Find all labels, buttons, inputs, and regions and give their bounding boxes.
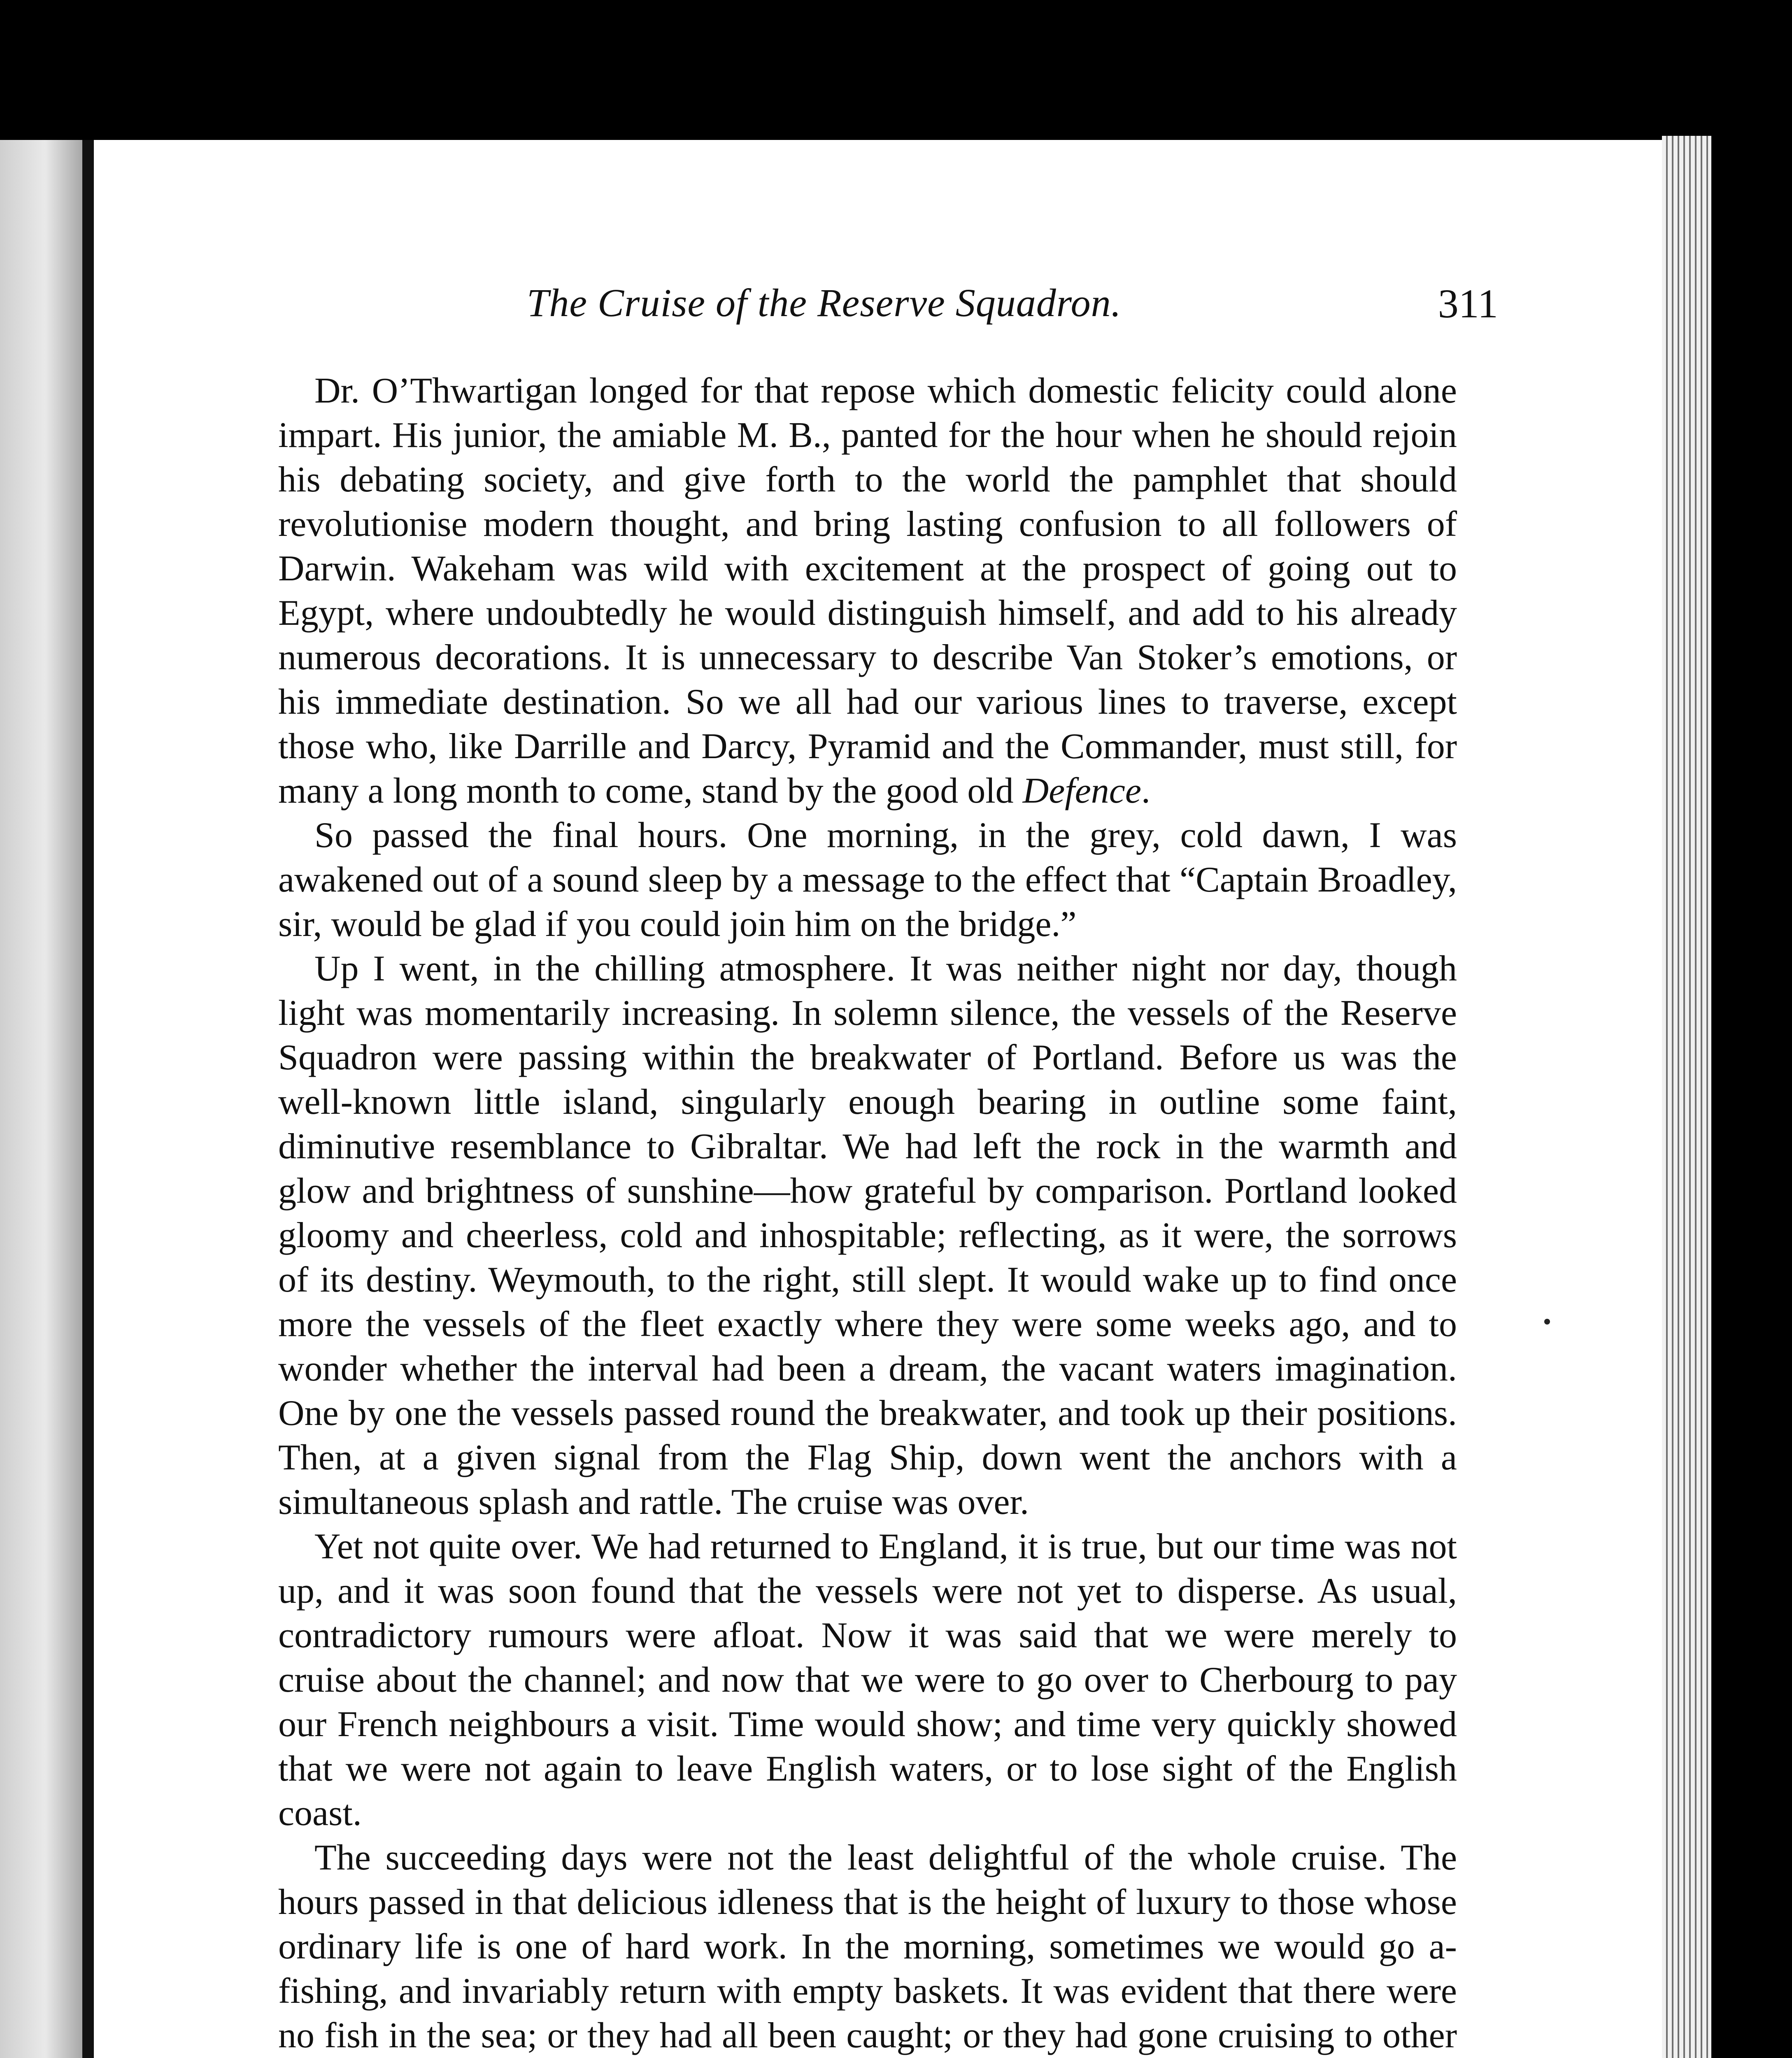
scan-speck: [1544, 1319, 1550, 1325]
paragraph: [278, 813, 1457, 947]
page-number: 311: [1438, 281, 1498, 326]
paragraph: [278, 947, 1457, 1525]
book-gutter: [82, 140, 94, 2058]
paragraph-text: The succeeding days were not the least delightful of the whole cruise. The hours passed in that delicious idleness that is the height of luxury to those whose ordinary life is one of hard work. In the morning, sometimes we would go a-fishing, and invariably return with empty baskets. It was evident that there were no fish in the sea; or they had all been caught; or they had gone cruising to other: [278, 1838, 1457, 2056]
ship-name-italic: Defence: [1022, 771, 1141, 811]
body-text: [278, 369, 1457, 2058]
paragraph-text: Yet not quite over. We had returned to England, it is true, but our time was not up, and it was soon found that the vessels were not yet to disperse. As usual, contradictory rumours were afloat. Now it was said that we were merely to cruise about the channel; and now that we were to go over to Cherbourg to pay our French neighbours a visit. Time would show; and time very quickly showed that we were not again to leave English waters, or to lose sight of the English coast.: [278, 1527, 1457, 1833]
paragraph: [278, 369, 1457, 813]
paragraph-text-end: .: [1141, 771, 1150, 811]
paragraph-text: Dr. O’Thwartigan longed for that repose which domestic felicity could alone impart. His junior, the amiable M. B., panted for the hour when he should rejoin his debating society, and give forth to the world the pamphlet that should revolutionise modern thought, and bring lasting confusion to all followers of Darwin. Wakeham was wild with excitement at the prospect of going out to Egypt, where undoubtedly he would distinguish himself, and add to his already numerous decorations. It is unnecessary to describe Van Stoker’s emotions, or his immediate destination. So we all had our various lines to traverse, except those who, like Darrille and Darcy, Pyramid and the Commander, must still, for many a long month to come, stand by the good old: [278, 371, 1457, 811]
running-title: The Cruise of the Reserve Squadron.: [527, 281, 1122, 325]
right-page-stack: [1662, 136, 1711, 2058]
paragraph-text: Up I went, in the chilling atmosphere. It was neither night nor day, though light was momentarily increasing. In solemn silence, the vessels of the Reserve Squadron were passing within the breakwater of Portland. Before us was the well-known little island, singularly enough bearing in outline some faint, diminutive resemblance to Gibraltar. We had left the rock in the warmth and glow and brightness of sunshine—how grateful by comparison. Portland looked gloomy and cheerless, cold and inhospitable; reflecting, as it were, the sorrows of its destiny. Weymouth, to the right, still slept. It would wake up to find once more the vessels of the fleet exactly where they were some weeks ago, and to wonder whether the interval had been a dream, the vacant waters imagination. One by one the vessels passed round the breakwater, and took up their positions. Then, at a given signal from the Flag Ship, down went the anchors with a simultaneous splash and rattle. The cruise was over.: [278, 949, 1457, 1522]
paragraph: [278, 1836, 1457, 2058]
running-header: [428, 280, 1498, 338]
left-page-edge: [0, 140, 82, 2058]
paragraph-text: So passed the final hours. One morning, in the grey, cold dawn, I was awakened out of a sound sleep by a message to the effect that “Captain Broadley, sir, would be glad if you could join him on the bridge.”: [278, 815, 1457, 944]
paragraph: [278, 1525, 1457, 1836]
